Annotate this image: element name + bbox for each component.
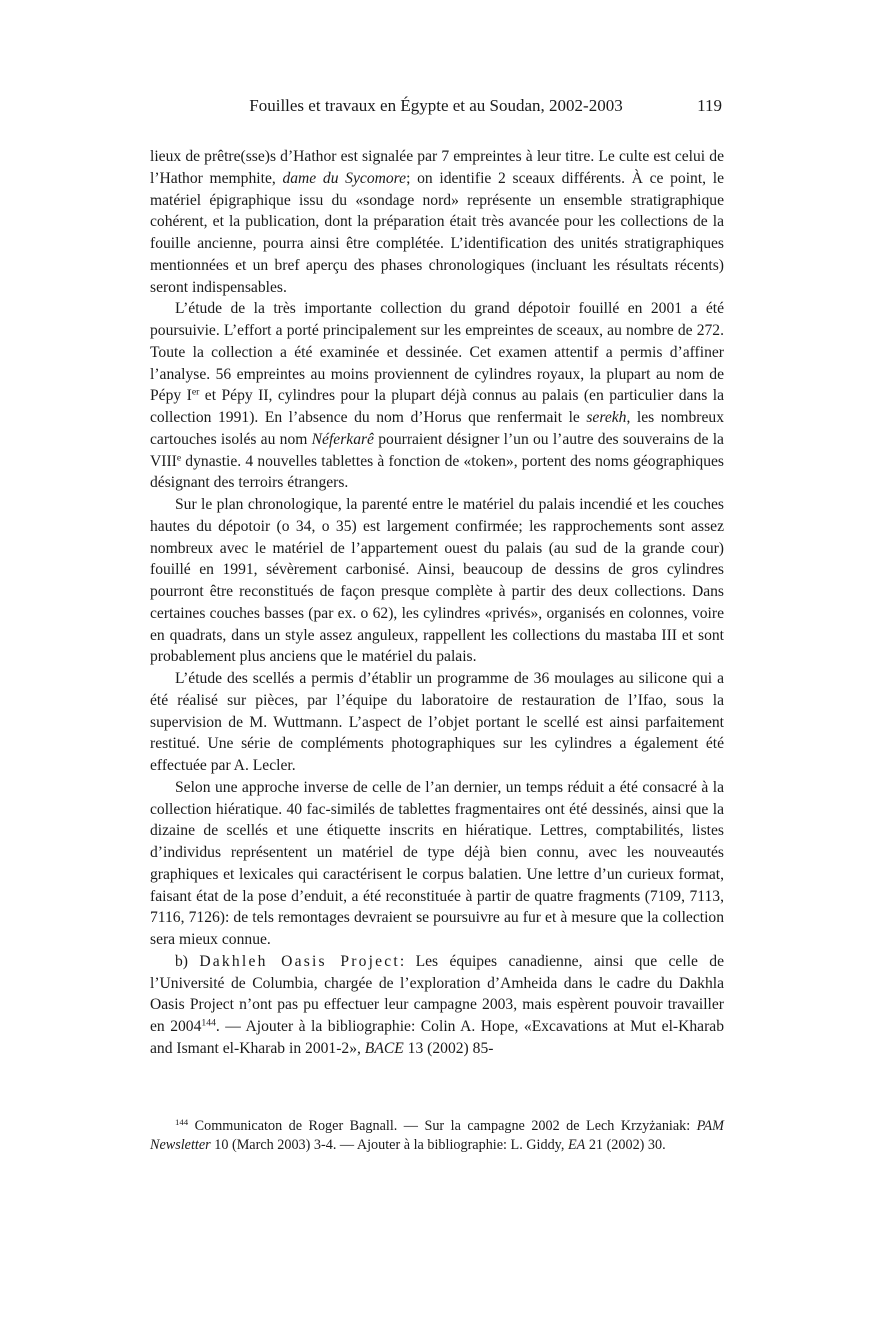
running-header <box>150 96 722 116</box>
footnote-ref-144: 144 <box>201 1017 216 1029</box>
body-text <box>150 146 724 1060</box>
footnote-144: $^{144}$ Communicaton de Roger Bagnall. — Sur la campagne 2002 de Lech Krzyżaniak: PAM Newsletter 10 (March 2003) 3-4. — Ajouter à la bibliographie: L. Giddy, EA 21 (2002) 30. <box>150 1117 724 1153</box>
italic-term: dame du Sycomore <box>282 169 407 187</box>
paragraph-1: lieux de prêtre(sse)s d’Hathor est signalée par 7 empreintes à leur titre. Le culte est celui de l’Hathor memphite, dame du Sycomore; on identifie 2 sceaux différents. À ce point, le matériel épigraphique issu du «sondage nord» représente un ensemble stratigraphique cohérent, et la publication, dont la préparation était très avancée pour les collections de la fouille ancienne, pourra ainsi être complétée. L’identification des unités stratigraphiques mentionnées et un bref aperçu des phases chronologiques (incluant les résultats récents) seront indispensables. <box>150 148 724 296</box>
italic-term: serekh <box>586 409 627 426</box>
superscript: e <box>176 452 182 464</box>
italic-term: EA <box>567 1137 586 1153</box>
page-number: 119 <box>697 96 722 115</box>
superscript: er <box>191 386 200 398</box>
italic-term: Néferkarê <box>311 430 374 448</box>
section-heading-spaced: Dakhleh Oasis Project <box>199 952 400 970</box>
footnote-mark: 144 <box>175 1117 189 1128</box>
paragraph-5: Selon une approche inverse de celle de l’an dernier, un temps réduit a été consacré à la collection hiératique. 40 fac-similés de tablettes fragmentaires ont été dessinés, ainsi que la dizaine de scellés et une étiquette inscrits en hiératique. Lettres, comptabilités, listes d’individus représentent un matériel de type déjà bien connu, avec les nouveautés graphiques et lexicales qui caractérisent le corpus balatien. Une lettre d’un curieux format, faisant état de la pose d’enduit, a été reconstituée à partir de quatre fragments (7109, 7113, 7116, 7126): de tels remontages devraient se poursuivre au fur et à mesure que la collection sera mieux connue. <box>150 778 724 948</box>
paragraph-6: b) Dakhleh Oasis Project: Les équipes canadienne, ainsi que celle de l’Université de Columbia, chargée de l’exploration d’Amheida dans le cadre du Dakhla Oasis Project n’ont pas pu effectuer leur campagne 2003, mais espèrent pouvoir travailler en 2004$^{144}$. — Ajouter à la bibliographie: Colin A. Hope, «Excavations at Mut el-Kharab and Ismant el-Kharab in 2001-2», BACE 13 (2002) 85- <box>150 952 724 1057</box>
running-title: Fouilles et travaux en Égypte et au Soudan, 2002-2003 <box>249 96 623 115</box>
italic-term: BACE <box>364 1039 404 1057</box>
italic-term: PAM Newsletter <box>150 1118 724 1153</box>
paragraph-3: Sur le plan chronologique, la parenté entre le matériel du palais incendié et les couches hautes du dépotoir (o 34, o 35) est largement confirmée; les rapprochements sont assez nombreux avec le matériel de l’appartement ouest du palais (au sud de la grande cour) fouillé en 1991, sévèrement carbonisé. Ainsi, beaucoup de dessins de gros cylindres pourront être reconstitués de façon presque complète à partir des deux collections. Dans certaines couches basses (par ex. o 62), les cylindres «privés», organisés en colonnes, voire en quadrats, dans un style assez anguleux, rappellent les collections du mastaba III et sont probablement plus anciens que le matériel du palais. <box>150 496 724 666</box>
footnotes <box>150 1117 724 1155</box>
paragraph-4: L’étude des scellés a permis d’établir un programme de 36 moulages au silicone qui a été réalisé sur pièces, par l’équipe du laboratoire de restauration de l’Ifao, sous la supervision de M. Wuttmann. L’aspect de l’objet portant le scellé est ainsi parfaitement restitué. Une série de compléments photographiques sur les cylindres a également été effectuée par A. Lecler. <box>150 670 724 774</box>
paragraph-2: L’étude de la très importante collection du grand dépotoir fouillé en 2001 a été poursuivie. L’effort a porté principalement sur les empreintes de sceaux, au nombre de 272. Toute la collection a été examinée et dessinée. Cet examen attentif a permis d’affiner l’analyse. 56 empreintes au moins proviennent de cylindres royaux, la plupart au nom de Pépy Ier et Pépy II, cylindres pour la plupart déjà connus au palais (en particulier dans la collection 1991). En l’absence du nom d’Horus que renfermait le serekh, les nombreux cartouches isolés au nom Néferkarê pourraient désigner l’un ou l’autre des souverains de la VIIIe dynastie. 4 nouvelles tablettes à fonction de «token», portent des noms géographiques désignant des terroirs étrangers. <box>150 300 724 492</box>
